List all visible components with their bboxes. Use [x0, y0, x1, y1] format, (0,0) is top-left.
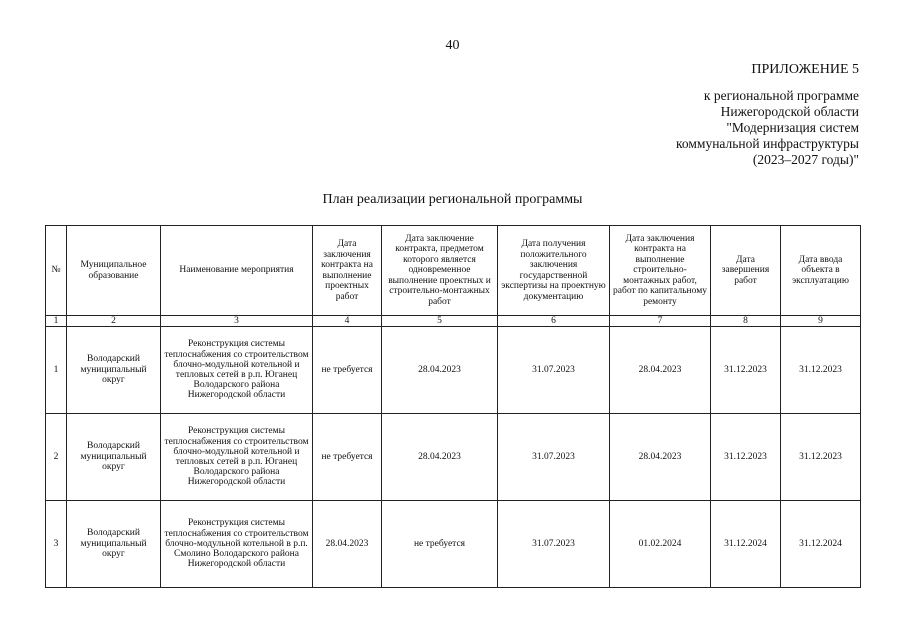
expertise-cell: 31.07.2023 — [498, 414, 610, 501]
page-number: 40 — [445, 38, 460, 53]
row-number: 2 — [46, 414, 67, 501]
appendix-line: коммунальной инфраструктуры — [676, 136, 859, 151]
header-completion: Дата завершения работ — [711, 226, 781, 316]
commissioning-cell: 31.12.2023 — [781, 327, 861, 414]
header-design-contract: Дата заключения контракта на выполнение проектных работ — [313, 226, 382, 316]
municipality-cell: Володарский муниципальный округ — [67, 501, 161, 588]
column-number: 2 — [67, 316, 161, 327]
commissioning-cell: 31.12.2024 — [781, 501, 861, 588]
document-title: План реализации региональной программы — [322, 192, 583, 207]
header-construction-contract: Дата заключения контракта на выполнение строительно-монтажных работ, работ по капитальному ремонту — [610, 226, 711, 316]
municipality-cell: Володарский муниципальный округ — [67, 414, 161, 501]
completion-cell: 31.12.2023 — [711, 414, 781, 501]
municipality-cell: Володарский муниципальный округ — [67, 327, 161, 414]
header-number: № — [46, 226, 67, 316]
column-number: 3 — [161, 316, 313, 327]
design-contract-cell: не требуется — [313, 414, 382, 501]
table-row — [46, 327, 861, 414]
row-number: 1 — [46, 327, 67, 414]
combined-contract-cell: не требуется — [382, 501, 498, 588]
completion-cell: 31.12.2024 — [711, 501, 781, 588]
column-number: 7 — [610, 316, 711, 327]
appendix-line: "Модернизация систем — [726, 120, 859, 135]
appendix-line: к региональной программе — [703, 88, 859, 103]
event-cell: Реконструкция системы теплоснабжения со строительством блочно-модульной котельной в р.п. Смолино Володарского района Нижегородской области — [161, 501, 313, 588]
column-number: 6 — [498, 316, 610, 327]
appendix-line: Нижегородской области — [720, 104, 859, 119]
construction-contract-cell: 28.04.2023 — [610, 414, 711, 501]
appendix-subtitle — [676, 88, 859, 168]
header-municipality: Муниципальное образование — [67, 226, 161, 316]
appendix-title: ПРИЛОЖЕНИЕ 5 — [751, 62, 859, 77]
table-row — [46, 414, 861, 501]
column-number: 4 — [313, 316, 382, 327]
header-event: Наименование мероприятия — [161, 226, 313, 316]
column-number-row — [46, 316, 861, 327]
event-cell: Реконструкция системы теплоснабжения со строительством блочно-модульной котельной и тепловых сетей в р.п. Юганец Володарского района Нижегородской области — [161, 327, 313, 414]
expertise-cell: 31.07.2023 — [498, 327, 610, 414]
event-cell: Реконструкция системы теплоснабжения со строительством блочно-модульной котельной и тепловых сетей в р.п. Юганец Володарского района Нижегородской области — [161, 414, 313, 501]
header-expertise: Дата получения положительного заключения государственной экспертизы на проектную документацию — [498, 226, 610, 316]
expertise-cell: 31.07.2023 — [498, 501, 610, 588]
construction-contract-cell: 01.02.2024 — [610, 501, 711, 588]
appendix-line: (2023–2027 годы)" — [752, 152, 859, 167]
construction-contract-cell: 28.04.2023 — [610, 327, 711, 414]
design-contract-cell: не требуется — [313, 327, 382, 414]
completion-cell: 31.12.2023 — [711, 327, 781, 414]
column-number: 8 — [711, 316, 781, 327]
column-number: 5 — [382, 316, 498, 327]
header-combined-contract: Дата заключение контракта, предметом которого является одновременное выполнение проектных и строительно-монтажных работ — [382, 226, 498, 316]
column-number: 9 — [781, 316, 861, 327]
header-commissioning: Дата ввода объекта в эксплуатацию — [781, 226, 861, 316]
row-number: 3 — [46, 501, 67, 588]
commissioning-cell: 31.12.2023 — [781, 414, 861, 501]
column-number: 1 — [46, 316, 67, 327]
combined-contract-cell: 28.04.2023 — [382, 414, 498, 501]
implementation-plan-table — [45, 225, 861, 588]
design-contract-cell: 28.04.2023 — [313, 501, 382, 588]
table-header-row — [46, 226, 861, 316]
combined-contract-cell: 28.04.2023 — [382, 327, 498, 414]
table-row — [46, 501, 861, 588]
